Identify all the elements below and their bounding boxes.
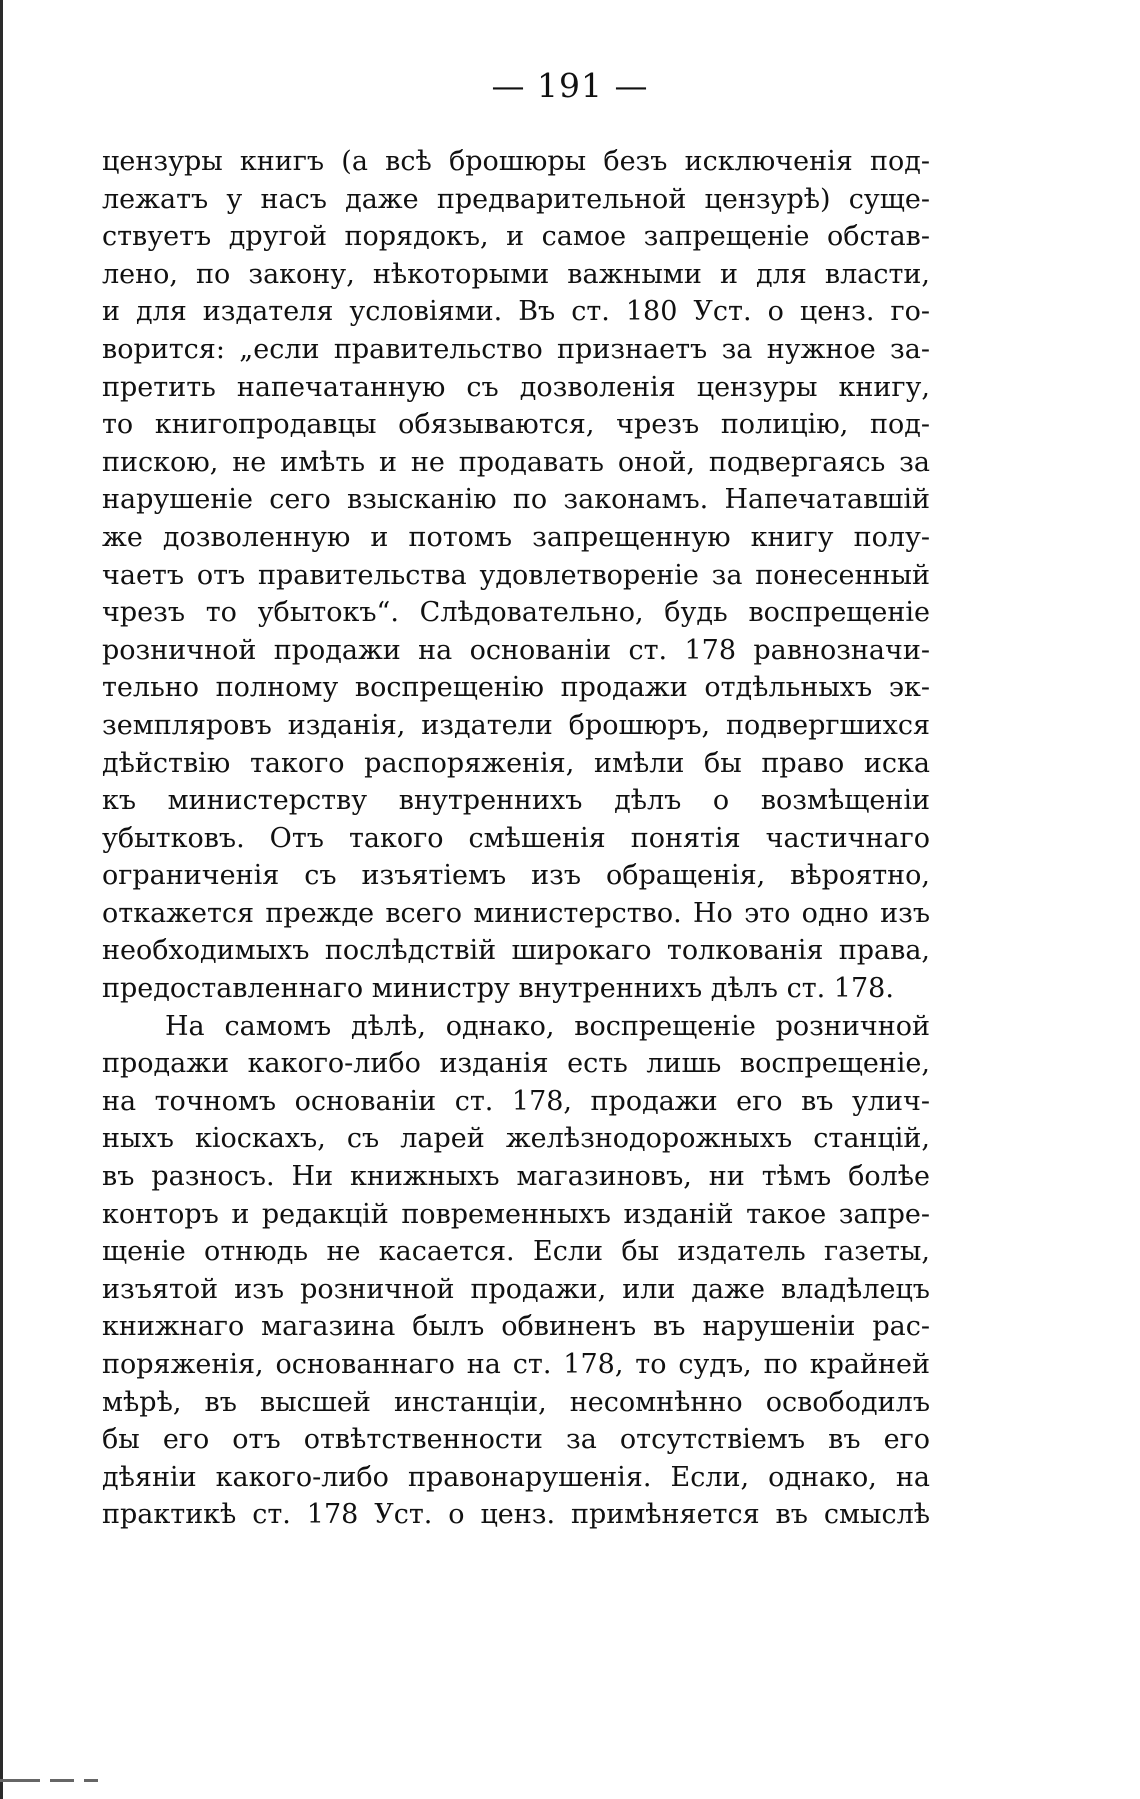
text-line: бы его отъ отвѣтственности за отсутствіемъ въ его	[102, 1424, 930, 1456]
text-line: предоставленнаго министру внутреннихъ дѣлъ ст. 178.	[102, 973, 894, 1005]
text-line: дѣяніи какого-либо правонарушенія. Если, однако, на	[102, 1461, 930, 1493]
text-line: книжнаго магазина былъ обвиненъ въ нарушеніи рас-	[102, 1311, 930, 1343]
text-line: дѣйствію такого распоряженія, имѣли бы право иска	[102, 747, 930, 779]
text-line: ствуетъ другой порядокъ, и самое запрещеніе обстав-	[102, 221, 930, 253]
text-line: розничной продажи на основаніи ст. 178 равнозначи-	[102, 634, 930, 666]
text-line: практикѣ ст. 178 Уст. о ценз. примѣняется въ смыслѣ	[102, 1499, 930, 1531]
text-line: щеніе отнюдь не касается. Если бы издатель газеты,	[102, 1236, 930, 1268]
text-line: необходимыхъ послѣдствій широкаго толкованія права,	[102, 935, 930, 967]
text-line: ограниченія съ изъятіемъ изъ обращенія, вѣроятно,	[102, 860, 930, 892]
text-line: откажется прежде всего министерство. Но это одно изъ	[102, 897, 930, 929]
text-line: лежатъ у насъ даже предварительной цензурѣ) суще-	[102, 183, 930, 215]
text-line: мѣрѣ, въ высшей инстанціи, несомнѣнно освободилъ	[102, 1386, 930, 1418]
text-line: поряженія, основаннаго на ст. 178, то судъ, по крайней	[102, 1349, 930, 1380]
text-line: чрезъ то убытокъ“. Слѣдовательно, будь воспрещеніе	[102, 597, 930, 629]
text-line: пискою, не имѣть и не продавать оной, подвергаясь за	[102, 446, 930, 478]
text-line: конторъ и редакцій повременныхъ изданій такое запре-	[102, 1198, 930, 1230]
text-line: въ разносъ. Ни книжныхъ магазиновъ, ни тѣмъ болѣе	[102, 1161, 930, 1193]
text-line: На самомъ дѣлѣ, однако, воспрещеніе розничной	[165, 1010, 930, 1042]
scan-artifacts	[0, 1770, 180, 1780]
text-line: къ министерству внутреннихъ дѣлъ о возмѣщеніи	[102, 785, 930, 817]
text-line: продажи какого-либо изданія есть лишь воспрещеніе,	[102, 1048, 930, 1080]
text-line: лено, по закону, нѣкоторыми важными и для власти,	[102, 258, 930, 290]
text-line: и для издателя условіями. Въ ст. 180 Уст. о ценз. го-	[102, 296, 930, 328]
text-line: ворится: „если правительство признаетъ за нужное за-	[102, 333, 930, 365]
text-line: цензуры книгъ (а всѣ брошюры безъ исключенія под-	[102, 146, 930, 177]
body-text	[102, 143, 930, 1534]
text-line: на точномъ основаніи ст. 178, продажи его въ улич-	[102, 1085, 930, 1117]
text-line: же дозволенную и потомъ запрещенную книгу полу-	[102, 521, 930, 553]
page-edge-shadow	[0, 0, 3, 1799]
page-number: — 191 —	[491, 66, 649, 105]
text-line: ныхъ кіоскахъ, съ ларей желѣзнодорожныхъ станцій,	[102, 1123, 930, 1155]
text-line: земпляровъ изданія, издатели брошюръ, подвергшихся	[102, 709, 930, 741]
text-line: то книгопродавцы обязываются, чрезъ полицію, под-	[102, 409, 930, 441]
text-line: претить напечатанную съ дозволенія цензуры книгу,	[102, 371, 930, 403]
text-line: чаетъ отъ правительства удовлетвореніе за понесенный	[102, 559, 930, 591]
text-line: тельно полному воспрещенію продажи отдѣльныхъ эк-	[102, 672, 930, 704]
text-line: нарушеніе сего взысканію по законамъ. Напечатавшій	[102, 484, 930, 516]
text-line: изъятой изъ розничной продажи, или даже владѣлецъ	[102, 1273, 930, 1305]
text-line: убытковъ. Отъ такого смѣшенія понятія частичнаго	[102, 822, 930, 854]
